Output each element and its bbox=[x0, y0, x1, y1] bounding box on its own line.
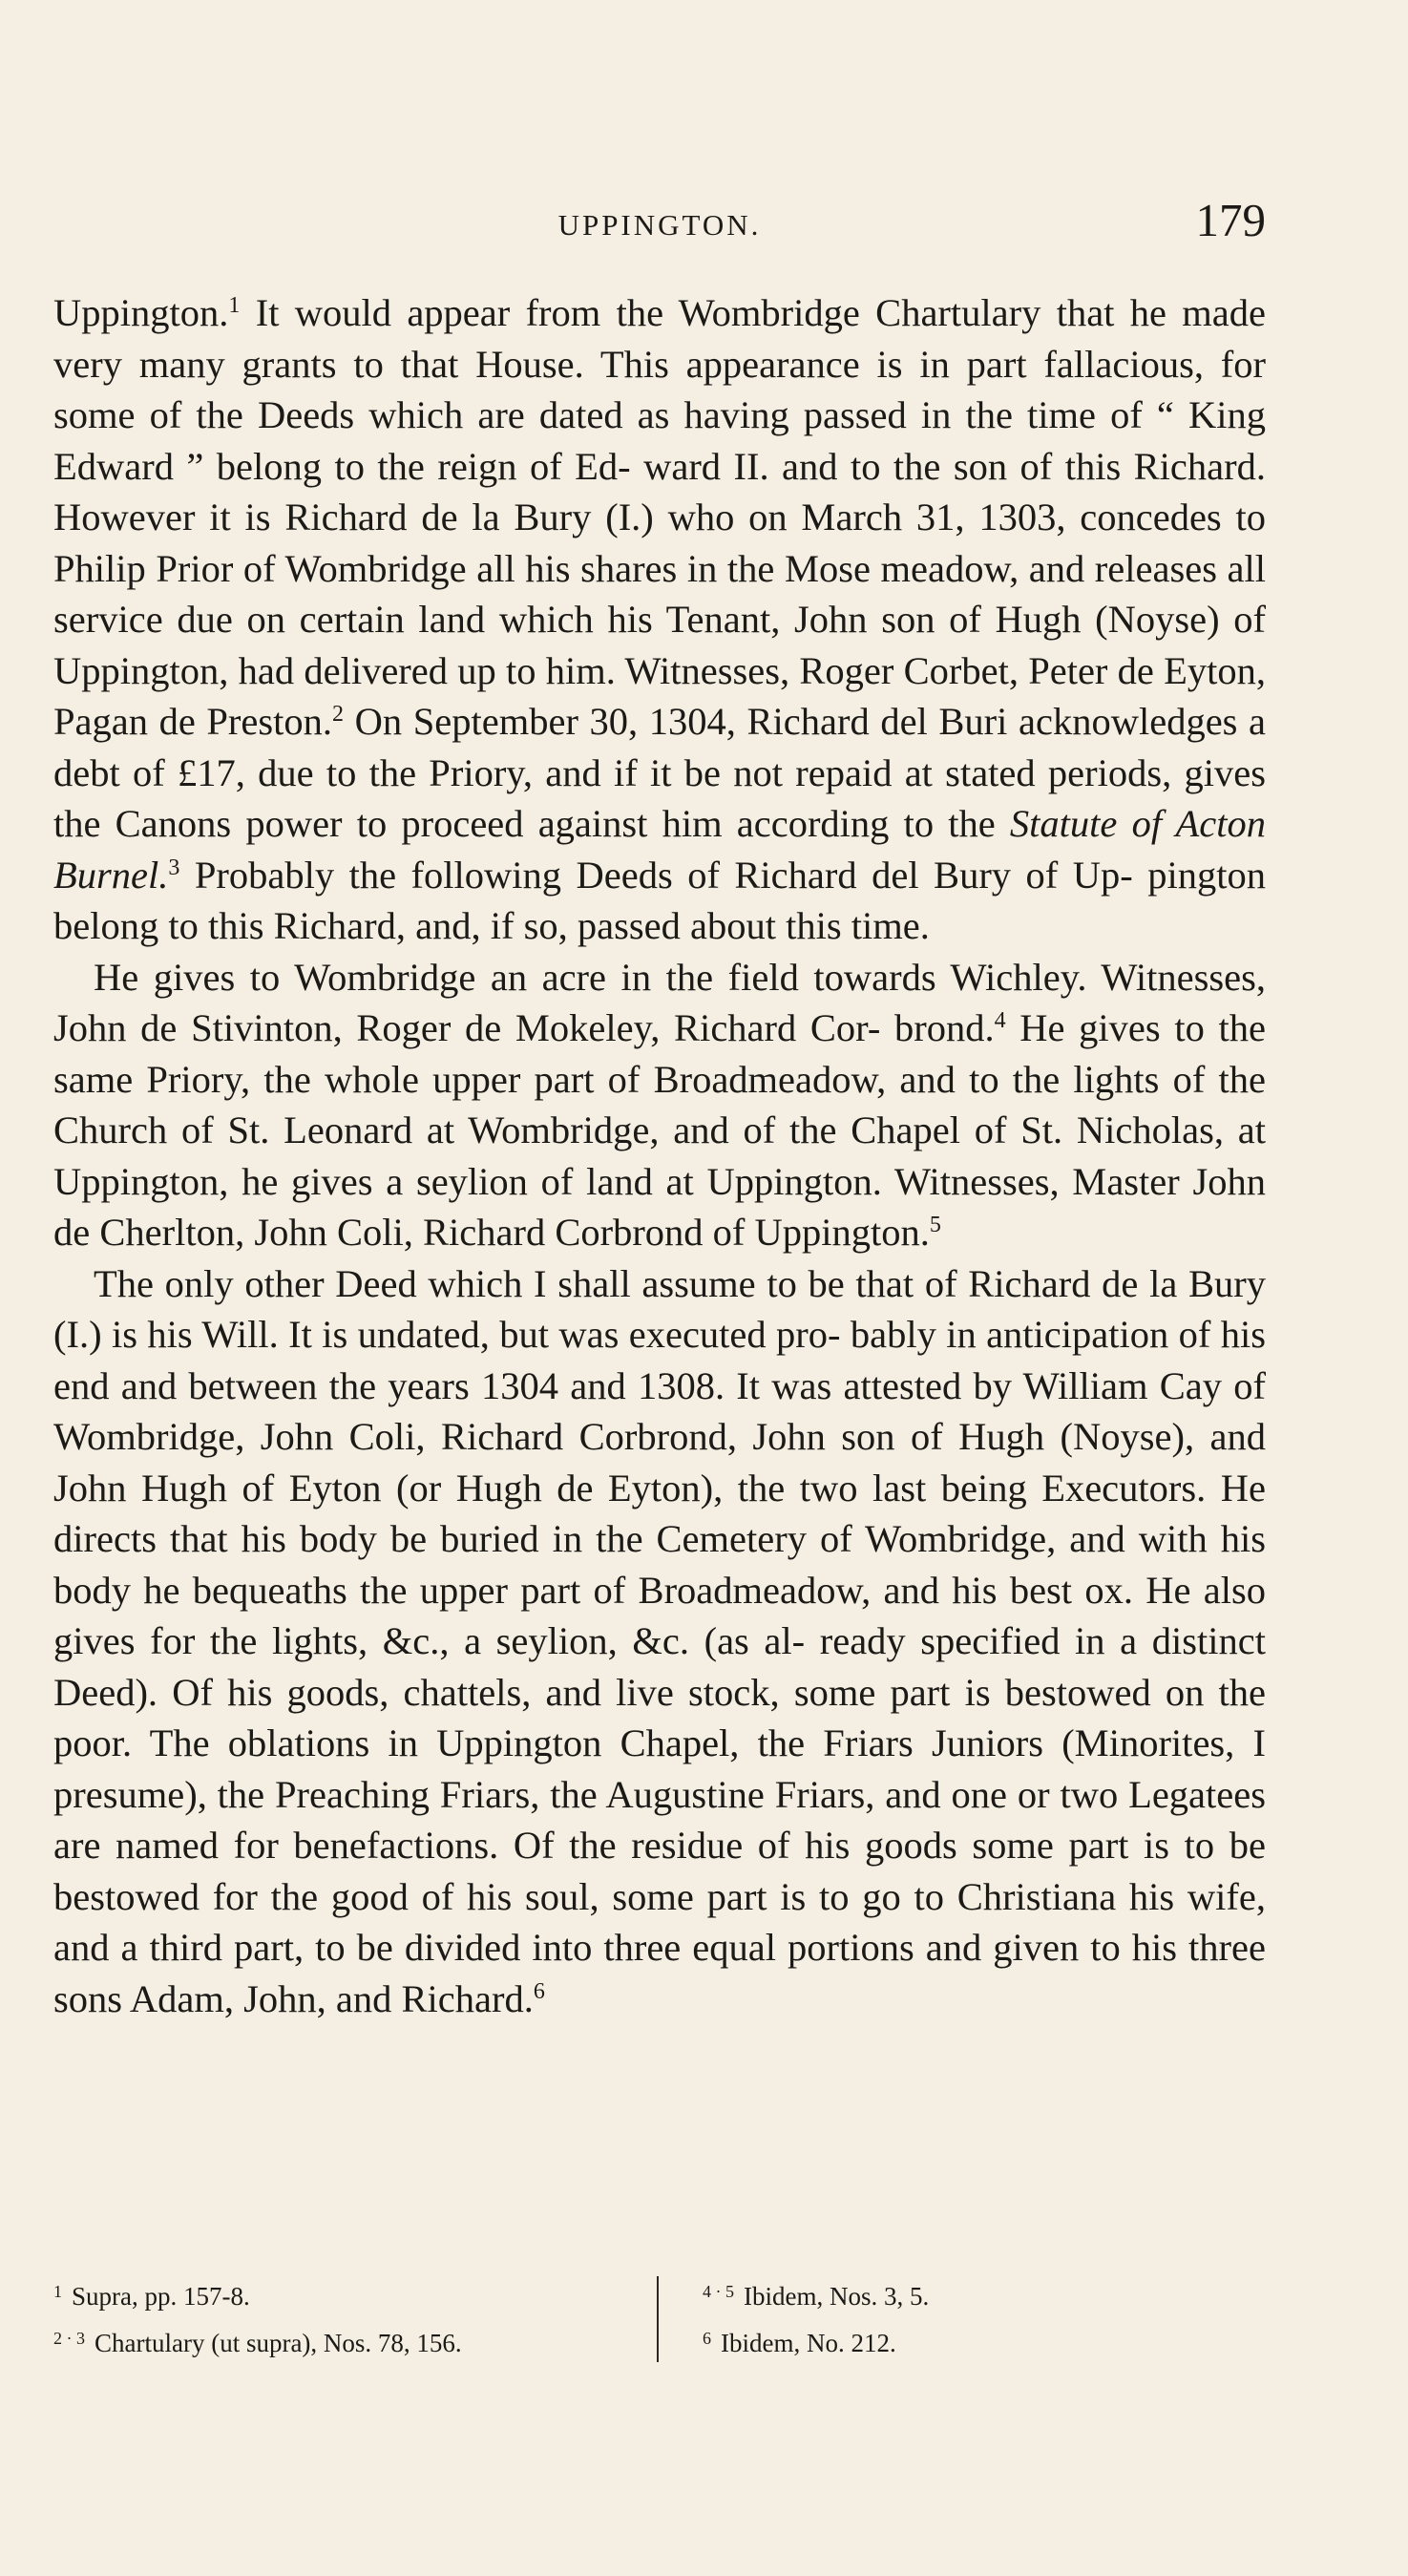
footnote-divider bbox=[657, 2276, 659, 2362]
footnote bbox=[703, 2317, 1237, 2364]
footnote-text: Ibidem, Nos. 3, 5. bbox=[744, 2282, 930, 2311]
footnote bbox=[53, 2270, 645, 2317]
text-segment: He gives to Wombridge an acre in the field towards Wichley. Witnesses, John de Stivinton, Roger de Mokeley, Richard Cor- brond. bbox=[53, 955, 1266, 1049]
text-segment: He gives to the same Priory, the whole upper part of Broadmeadow, and to the lights of the Church of St. Leonard at Wombridge, and of the Chapel of St. Nicholas, at Uppington, he gives a seylion of land at Uppington. Witnesses, Master John de Cherlton, John Coli, Richard Corbrond of Uppington. bbox=[53, 1006, 1266, 1254]
footnotes bbox=[53, 2270, 1266, 2375]
paragraph bbox=[53, 287, 1266, 952]
text-segment: It would appear from the Wombridge Chartulary that he made very many grants to that House. This appearance is in part fallacious, for some of the Deeds which are dated as having passed in the time of “ King Edward ” belong to the reign of Ed- ward II. and to the son of this Richard. However it is Richard de la Bury (I.) who on March 31, 1303, concedes to Philip Prior of Wombridge all his shares in the Mose meadow, and releases all service due on certain land which his Tenant, John son of Hugh (Noyse) of Uppington, had delivered up to him. Witnesses, Roger Corbet, Peter de Eyton, Pagan de Preston. bbox=[53, 291, 1266, 743]
page-number: 179 bbox=[1195, 194, 1266, 246]
footnote-reference: 6 bbox=[533, 1978, 545, 2004]
footnote bbox=[53, 2317, 645, 2364]
footnote-mark: 1 bbox=[53, 2282, 62, 2301]
body-text bbox=[53, 287, 1266, 2024]
text-segment: Probably the following Deeds of Richard del Bury of Up- pington belong to this Richard, and, if so, passed about this time. bbox=[53, 853, 1266, 947]
footnote-mark: 4 · 5 bbox=[703, 2282, 734, 2301]
footnote-reference: 2 bbox=[332, 702, 345, 727]
footnote-text: Chartulary (ut supra), Nos. 78, 156. bbox=[95, 2329, 462, 2357]
text-segment: Uppington. bbox=[53, 291, 229, 334]
footnote-text: Ibidem, No. 212. bbox=[721, 2329, 896, 2357]
footnote-reference: 5 bbox=[929, 1213, 941, 1237]
paragraph bbox=[53, 952, 1266, 1258]
text-segment: The only other Deed which I shall assume to be that of Richard de la Bury (I.) is his Will. It is undated, but was executed pro- bably in anticipation of his end and between the years 1304 and 1308. It was attested by William Cay of Wombridge, John Coli, Richard Corbrond, John son of Hugh (Noyse), and John Hugh of Eyton (or Hugh de Eyton), the two last being Executors. He directs that his body be buried in the Cemetery of Wombridge, and with his body he bequeaths the upper part of Broadmeadow, and his best ox. He also gives for the lights, &c., a seylion, &c. (as al- ready specified in a distinct Deed). Of his goods, chattels, and live stock, some part is bestowed on the poor. The oblations in Uppington Chapel, the Friars Juniors (Minorites, I presume), the Preaching Friars, the Augustine Friars, and one or two Legatees are named for benefactions. Of the residue of his goods some part is to be bestowed for the good of his soul, some part is to go to Christiana his wife, and a third part, to be divided into three equal portions and given to his three sons Adam, John, and Richard. bbox=[53, 1261, 1266, 2020]
paragraph bbox=[53, 1258, 1266, 2025]
footnote-text: Supra, pp. 157-8. bbox=[72, 2282, 250, 2311]
footnote-mark: 2 · 3 bbox=[53, 2329, 85, 2348]
footnote-reference: 3 bbox=[168, 855, 180, 880]
footnote bbox=[703, 2270, 1237, 2317]
footnote-reference: 4 bbox=[994, 1008, 1006, 1033]
footnotes-right-column bbox=[703, 2270, 1237, 2364]
running-title: UPPINGTON. bbox=[557, 208, 762, 242]
footnote-reference: 1 bbox=[228, 293, 241, 318]
footnote-mark: 6 bbox=[703, 2329, 711, 2348]
text-segment: On September 30, 1304, Richard del Buri acknowledges a debt of £17, due to the Priory, and if it be not repaid at stated periods, gives the Canons power to proceed against him according to the bbox=[53, 700, 1267, 845]
footnotes-left-column bbox=[53, 2270, 645, 2364]
running-head bbox=[53, 194, 1266, 256]
italic-text: Statute of Acton Burnel. bbox=[53, 802, 1266, 897]
